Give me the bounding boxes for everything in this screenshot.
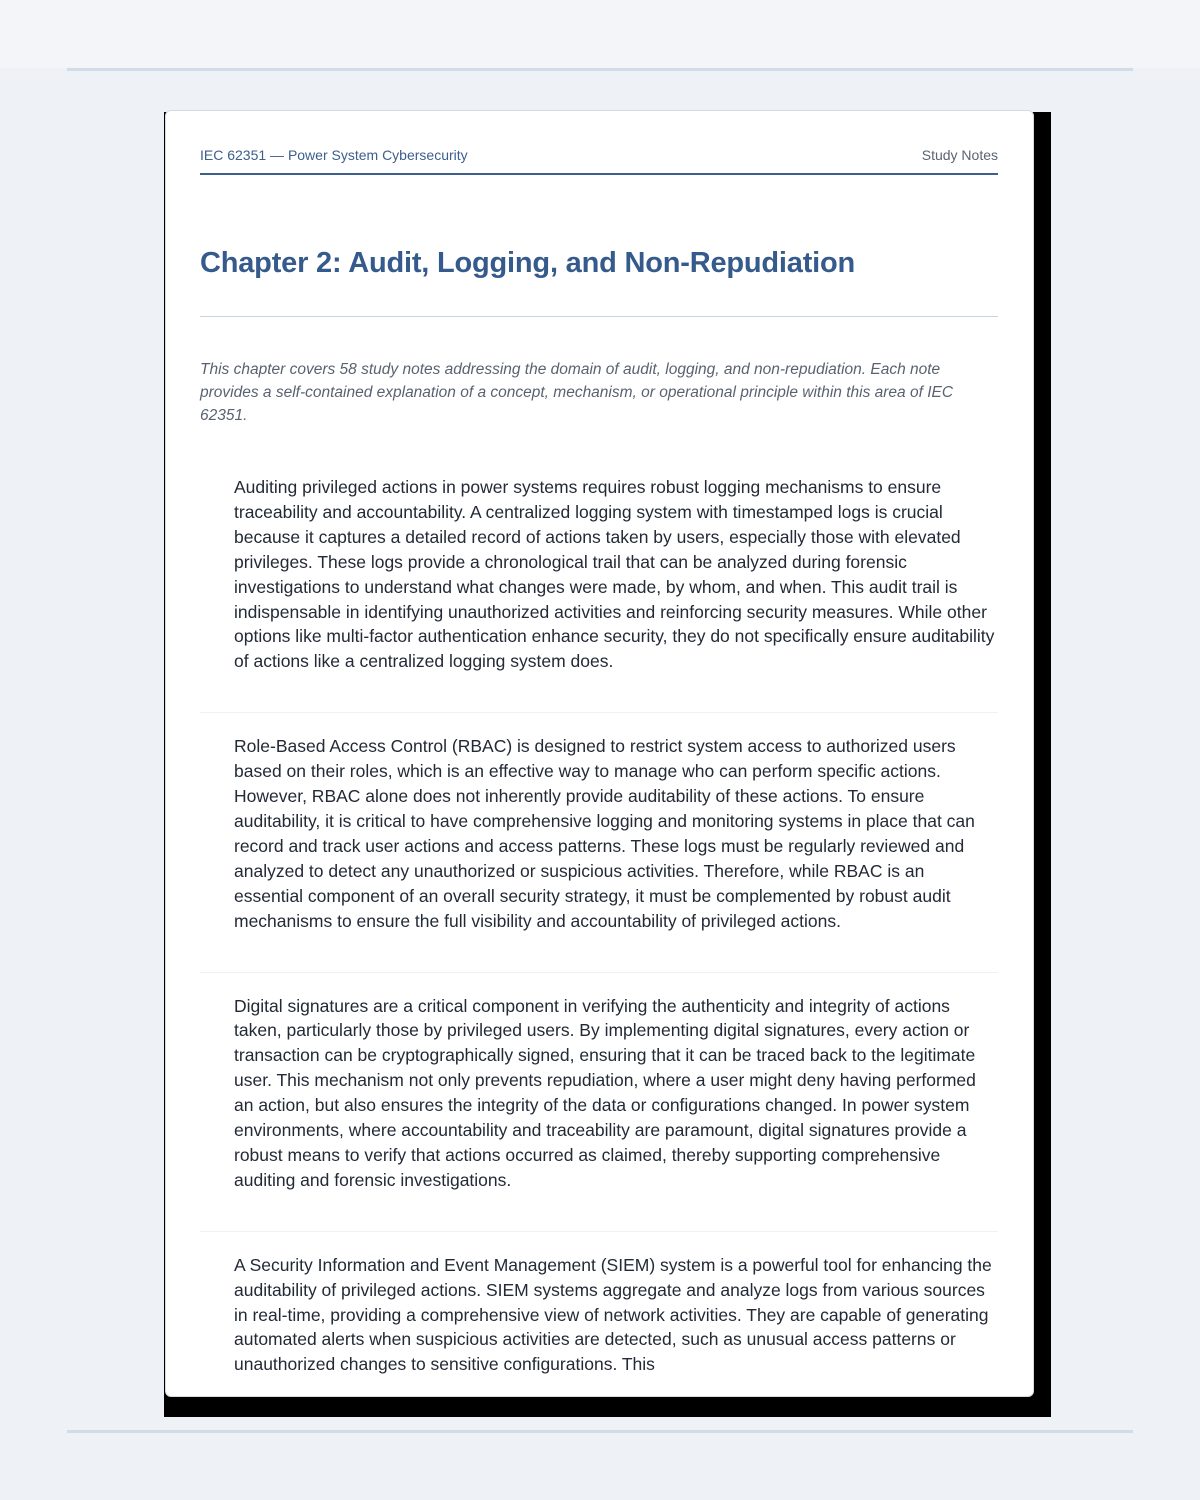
note-item <box>200 1253 998 1378</box>
chapter-title: Chapter 2: Audit, Logging, and Non-Repudiation <box>200 247 856 279</box>
notes-list <box>200 475 998 1377</box>
note-spacing <box>200 1232 998 1253</box>
note-spacing <box>200 713 998 734</box>
note-text: A Security Information and Event Management (SIEM) system is a powerful tool for enhancing the auditability of privileged actions. SIEM systems aggregate and analyze logs from various sources in real-time, providing a comprehensive view of network activities. They are capable of generating automated alerts when suspicious activities are detected, such as unusual access patterns or unauthorized changes to sensitive configurations. This <box>234 1254 992 1375</box>
document-page <box>165 110 1034 1397</box>
running-header-title: IEC 62351 — Power System Cybersecurity <box>200 147 468 163</box>
note-item <box>200 994 998 1193</box>
running-header-label: Study Notes <box>921 147 998 163</box>
note-spacing <box>200 973 998 994</box>
viewer-top-band <box>0 0 1200 68</box>
note-text: Auditing privileged actions in power systems requires robust logging mechanisms to ensure traceability and accountability. A centralized logging system with timestamped logs is crucial because it captures a detailed record of actions taken by users, especially those with elevated privileges. These logs provide a chronological trail that can be analyzed during forensic investigations to understand what changes were made, by whom, and when. This audit trail is indispensable in identifying unauthorized activities and reinforcing security measures. While other options like multi-factor authentication enhance security, they do not specifically ensure auditability of actions like a centralized logging system does. <box>234 477 995 672</box>
title-divider <box>200 316 998 317</box>
note-text: Digital signatures are a critical component in verifying the authenticity and integrity of actions taken, particularly those by privileged users. By implementing digital signatures, every action or transaction can be cryptographically signed, ensuring that it can be traced back to the legitimate user. This mechanism not only prevents repudiation, where a user might deny having performed an action, but also ensures the integrity of the data or configurations changed. In power system environments, where accountability and traceability are paramount, digital signatures provide a robust means to verify that actions occurred as claimed, thereby supporting comprehensive auditing and forensic investigations. <box>234 995 976 1190</box>
note-spacing <box>200 674 998 712</box>
chapter-intro: This chapter covers 58 study notes addressing the domain of audit, logging, and non-repudiation. Each note provides a self-contained explanation of a concept, mechanism, or operational principle within this area of IEC 62351. <box>200 361 954 424</box>
viewer-bottom-rule <box>67 1430 1133 1433</box>
note-spacing <box>200 1193 998 1231</box>
note-item <box>200 734 998 933</box>
viewer-top-rule <box>67 68 1133 71</box>
running-header <box>200 147 998 175</box>
note-text: Role-Based Access Control (RBAC) is designed to restrict system access to authorized users based on their roles, which is an effective way to manage who can perform specific actions. However, RBAC alone does not inherently provide auditability of these actions. To ensure auditability, it is critical to have comprehensive logging and monitoring systems in place that can record and track user actions and access patterns. These logs must be regularly reviewed and analyzed to detect any unauthorized or suspicious activities. Therefore, while RBAC is an essential component of an overall security strategy, it must be complemented by robust audit mechanisms to ensure the full visibility and accountability of privileged actions. <box>234 736 975 931</box>
note-spacing <box>200 934 998 972</box>
note-item <box>200 475 998 674</box>
